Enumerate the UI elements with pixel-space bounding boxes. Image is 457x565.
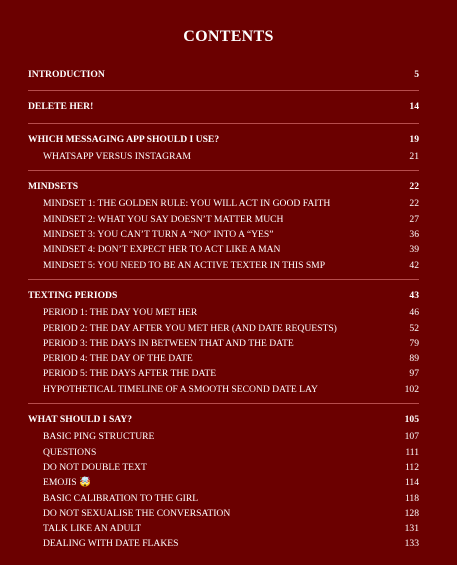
toc-page-number: 46 bbox=[409, 307, 419, 319]
toc-entry-label: DEALING WITH DATE FLAKES bbox=[43, 538, 179, 550]
toc-entry[interactable] bbox=[28, 242, 419, 257]
toc-page-number: 102 bbox=[404, 383, 419, 395]
toc-section bbox=[28, 98, 419, 123]
toc-entry-label: MINDSET 4: DON’T EXPECT HER TO ACT LIKE A MAN bbox=[43, 244, 281, 256]
toc-page-number: 133 bbox=[404, 538, 419, 550]
toc-entry-label: MINDSET 1: THE GOLDEN RULE: YOU WILL ACT IN GOOD FAITH bbox=[43, 198, 331, 210]
toc-page-number: 131 bbox=[404, 523, 419, 535]
toc-section-title: WHAT SHOULD I SAY? bbox=[28, 414, 133, 426]
toc-entry-label: PERIOD 2: THE DAY AFTER YOU MET HER (AND DATE REQUESTS) bbox=[43, 322, 337, 334]
toc-entry[interactable] bbox=[28, 366, 419, 381]
toc-entry[interactable] bbox=[28, 149, 419, 164]
toc-page-number: 107 bbox=[404, 431, 419, 443]
toc-page-number: 21 bbox=[409, 150, 419, 162]
toc-entry[interactable] bbox=[28, 258, 419, 273]
toc-entry-label: MINDSET 5: YOU NEED TO BE AN ACTIVE TEXTER IN THIS SMP bbox=[43, 259, 326, 271]
toc-entry-label: PERIOD 5: THE DAYS AFTER THE DATE bbox=[43, 368, 217, 380]
toc-entry[interactable] bbox=[28, 475, 419, 490]
toc-entry[interactable] bbox=[28, 196, 419, 211]
toc-entry[interactable] bbox=[28, 429, 419, 444]
toc-entry[interactable] bbox=[28, 305, 419, 320]
toc-page-number: 114 bbox=[404, 477, 419, 489]
toc-page-number: 118 bbox=[404, 492, 419, 504]
toc-section-title: MINDSETS bbox=[28, 181, 79, 193]
toc-page-number: 27 bbox=[409, 213, 419, 225]
toc-page-number: 79 bbox=[409, 337, 419, 349]
toc-entry-label: TALK LIKE AN ADULT bbox=[43, 523, 142, 535]
toc-section-title: TEXTING PERIODS bbox=[28, 289, 118, 301]
toc-section bbox=[28, 287, 419, 404]
toc-section-heading[interactable] bbox=[28, 66, 419, 84]
toc-page-number: 105 bbox=[404, 414, 419, 426]
toc-entry-label: MINDSET 3: YOU CAN’T TURN A “NO” INTO A “YES” bbox=[43, 229, 274, 241]
toc-entry-label: DO NOT DOUBLE TEXT bbox=[43, 461, 147, 473]
toc-section bbox=[28, 411, 419, 558]
toc-page-number: 36 bbox=[409, 229, 419, 241]
toc-entry[interactable] bbox=[28, 460, 419, 475]
toc-entry-label: PERIOD 1: THE DAY YOU MET HER bbox=[43, 307, 198, 319]
table-of-contents bbox=[28, 66, 419, 565]
toc-entry[interactable] bbox=[28, 351, 419, 366]
toc-entry[interactable] bbox=[28, 321, 419, 336]
toc-entry[interactable] bbox=[28, 506, 419, 521]
toc-page-number: 22 bbox=[409, 181, 419, 193]
page-title: CONTENTS bbox=[183, 28, 274, 45]
toc-section-title: DELETE HER! bbox=[28, 101, 94, 113]
toc-entry-label: QUESTIONS bbox=[43, 446, 97, 458]
toc-section-heading[interactable] bbox=[28, 131, 419, 149]
toc-page-number: 19 bbox=[409, 133, 419, 145]
toc-entry-label: BASIC CALIBRATION TO THE GIRL bbox=[43, 492, 199, 504]
toc-entry-label: MINDSET 2: WHAT YOU SAY DOESN’T MATTER MUCH bbox=[43, 213, 284, 225]
toc-entry-label: PERIOD 3: THE DAYS IN BETWEEN THAT AND THE DATE bbox=[43, 337, 294, 349]
toc-page-number: 112 bbox=[404, 461, 419, 473]
toc-entry[interactable] bbox=[28, 445, 419, 460]
toc-entry-label: EMOJIS 🤯 bbox=[43, 477, 91, 489]
toc-entry-label: DO NOT SEXUALISE THE CONVERSATION bbox=[43, 507, 231, 519]
toc-entry[interactable] bbox=[28, 227, 419, 242]
toc-page-number: 128 bbox=[404, 507, 419, 519]
toc-entry[interactable] bbox=[28, 212, 419, 227]
toc-section-title: INTRODUCTION bbox=[28, 69, 105, 80]
toc-entry-label: PERIOD 4: THE DAY OF THE DATE bbox=[43, 353, 193, 365]
toc-page-number: 22 bbox=[409, 198, 419, 210]
toc-section bbox=[28, 66, 419, 91]
toc-page-number: 39 bbox=[409, 244, 419, 256]
toc-section bbox=[28, 131, 419, 172]
toc-section-heading[interactable] bbox=[28, 287, 419, 305]
toc-page-number: 42 bbox=[409, 259, 419, 271]
toc-entry-label: WHATSAPP VERSUS INSTAGRAM bbox=[43, 150, 191, 162]
toc-entry[interactable] bbox=[28, 491, 419, 506]
toc-page-number: 43 bbox=[409, 289, 419, 301]
toc-entry[interactable] bbox=[28, 382, 419, 397]
toc-section-title: WHICH MESSAGING APP SHOULD I USE? bbox=[28, 133, 220, 145]
toc-page-number: 97 bbox=[409, 368, 419, 380]
toc-entry-label: BASIC PING STRUCTURE bbox=[43, 431, 155, 443]
toc-page-number: 52 bbox=[409, 322, 419, 334]
toc-page-number: 111 bbox=[405, 446, 419, 458]
toc-entry[interactable] bbox=[28, 336, 419, 351]
toc-entry-label: HYPOTHETICAL TIMELINE OF A SMOOTH SECOND DATE LAY bbox=[43, 383, 318, 395]
toc-page-number: 5 bbox=[414, 69, 419, 80]
toc-page-number: 89 bbox=[409, 353, 419, 365]
toc-page-number: 14 bbox=[409, 101, 419, 113]
toc-section-heading[interactable] bbox=[28, 411, 419, 429]
toc-entry[interactable] bbox=[28, 536, 419, 551]
toc-section-heading[interactable] bbox=[28, 178, 419, 196]
toc-section-heading[interactable] bbox=[28, 98, 419, 116]
toc-section bbox=[28, 178, 419, 280]
toc-entry[interactable] bbox=[28, 521, 419, 536]
